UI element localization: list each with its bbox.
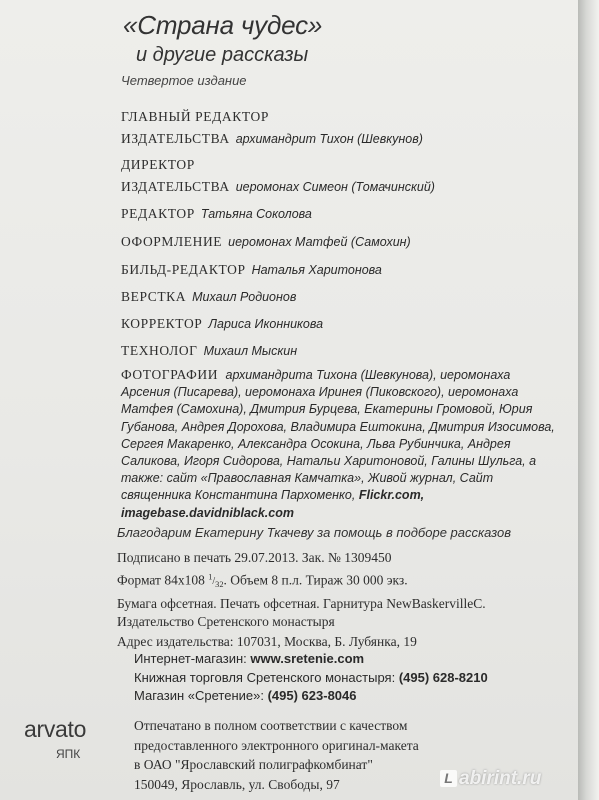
imprint-signed: Подписано в печать 29.07.2013. Зак. № 1309450 bbox=[117, 550, 392, 565]
format-prefix: Формат 84x108 bbox=[117, 571, 205, 587]
imprint-paper: Бумага офсетная. Печать офсетная. Гарнитура NewBaskervilleC. bbox=[117, 596, 486, 612]
photo-credits bbox=[121, 366, 561, 522]
credit-role: ГЛАВНЫЙ РЕДАКТОР bbox=[121, 109, 269, 124]
credit-name: Татьяна Соколова bbox=[200, 207, 312, 221]
credit-name: иеромонах Симеон (Томачинский) bbox=[235, 180, 435, 194]
credit-role: ОФОРМЛЕНИЕ bbox=[121, 234, 223, 249]
credit-name: иеромонах Матфей (Самохин) bbox=[228, 235, 411, 249]
credit-technologist bbox=[121, 342, 297, 360]
credit-chief-editor-line1 bbox=[121, 108, 269, 126]
credit-chief-editor bbox=[121, 130, 423, 148]
arvato-logo-subtitle: ЯПК bbox=[56, 747, 81, 761]
shop-block bbox=[134, 650, 574, 706]
arvato-logo: arvato bbox=[24, 716, 87, 742]
photo-credits-sites: Flickr.com, imagebase.davidniblack.com bbox=[121, 488, 425, 520]
credit-role: РЕДАКТОР bbox=[121, 206, 195, 221]
printed-line: предоставленного электронного оригинал-макета bbox=[134, 737, 419, 753]
printed-line: 150049, Ярославль, ул. Свободы, 97 bbox=[134, 776, 340, 792]
shop-trade-label: Книжная торговля Сретенского монастыря: bbox=[134, 669, 396, 685]
credit-role: ДИРЕКТОР bbox=[121, 157, 195, 172]
imprint-format bbox=[117, 568, 557, 595]
credit-director-line1 bbox=[121, 156, 195, 174]
shop-internet-label: Интернет-магазин: bbox=[134, 651, 247, 666]
cut-off-header-text bbox=[160, 0, 420, 5]
credit-name: Лариса Иконникова bbox=[208, 317, 324, 331]
format-fraction: $^1/_{32}$ bbox=[208, 572, 224, 589]
credit-editor bbox=[121, 205, 312, 223]
credit-role: КОРРЕКТОР bbox=[121, 316, 203, 331]
shop-internet-value: www.sretenie.com bbox=[250, 651, 365, 666]
credit-name: Михаил Родионов bbox=[192, 290, 297, 304]
publisher-address: Адрес издательства: 107031, Москва, Б. Лубянка, 19 bbox=[117, 633, 417, 649]
credit-name: архимандрит Тихон (Шевкунов) bbox=[235, 132, 423, 146]
credit-role: ИЗДАТЕЛЬСТВА bbox=[121, 179, 230, 194]
labirint-watermark bbox=[440, 768, 541, 790]
printed-line: в ОАО "Ярославский полиграфкомбинат" bbox=[134, 757, 373, 772]
credit-name: Наталья Харитонова bbox=[251, 263, 382, 277]
publisher-block bbox=[117, 612, 557, 651]
fraction-numerator: 1 bbox=[208, 572, 213, 582]
page-edge-shadow bbox=[578, 0, 599, 800]
credit-director bbox=[121, 178, 435, 196]
photo-credits-text: архимандрита Тихона (Шевкунова), иеромонаха Арсения (Писарева), иеромонаха Иринея (Пиковского), иеромонаха Матфея (Самохина), Дмитрия Бурцева, Екатерины Громовой, Юрия Губанова, Андрея Дорохова, Владимира Ештокина, Дмитрия Изосимова, Сергея Макаренко, Александра Осокина, Льва Рубинчика, Андрея Саликова, Игоря Сидорова, Натальи Харитоновой, Галины Шульга, а также: сайт «Православная Камчатка», Живой журнал, Сайт священника Константина Пархоменко, bbox=[121, 368, 555, 503]
credit-photo-editor bbox=[121, 261, 382, 279]
imprint-block bbox=[117, 548, 557, 614]
shop-store bbox=[134, 687, 574, 706]
book-title: «Страна чудес» bbox=[123, 10, 323, 40]
edition-label: Четвертое издание bbox=[121, 73, 247, 88]
credit-proofreader bbox=[121, 315, 323, 333]
credit-role: БИЛЬД-РЕДАКТОР bbox=[121, 262, 246, 277]
shop-trade bbox=[134, 669, 574, 688]
printed-line: Отпечатано в полном соответствии с качеством bbox=[134, 718, 408, 733]
watermark-logo-icon: L bbox=[440, 770, 457, 787]
shop-trade-value: (495) 628-8210 bbox=[398, 669, 488, 685]
acknowledgement: Благодарим Екатерину Ткачеву за помощь в подборе рассказов bbox=[117, 525, 511, 540]
format-suffix: . Объем 8 п.л. Тираж 30 000 экз. bbox=[223, 571, 408, 587]
watermark-text: abirint.ru bbox=[459, 768, 542, 789]
shop-store-label: Магазин «Сретение»: bbox=[134, 688, 264, 703]
credit-role: ТЕХНОЛОГ bbox=[121, 343, 198, 358]
book-subtitle: и другие рассказы bbox=[136, 44, 309, 66]
credit-role: ИЗДАТЕЛЬСТВА bbox=[121, 131, 230, 146]
credit-design bbox=[121, 233, 411, 251]
credit-name: Михаил Мыскин bbox=[203, 344, 298, 358]
publisher-name: Издательство Сретенского монастыря bbox=[117, 614, 335, 629]
shop-internet bbox=[134, 650, 574, 669]
credit-layout bbox=[121, 288, 296, 306]
fraction-denominator: 32 bbox=[215, 579, 224, 589]
photo-credits-role: ФОТОГРАФИИ bbox=[121, 367, 219, 382]
shop-store-value: (495) 623-8046 bbox=[267, 688, 357, 703]
credit-role: ВЕРСТКА bbox=[121, 289, 187, 304]
